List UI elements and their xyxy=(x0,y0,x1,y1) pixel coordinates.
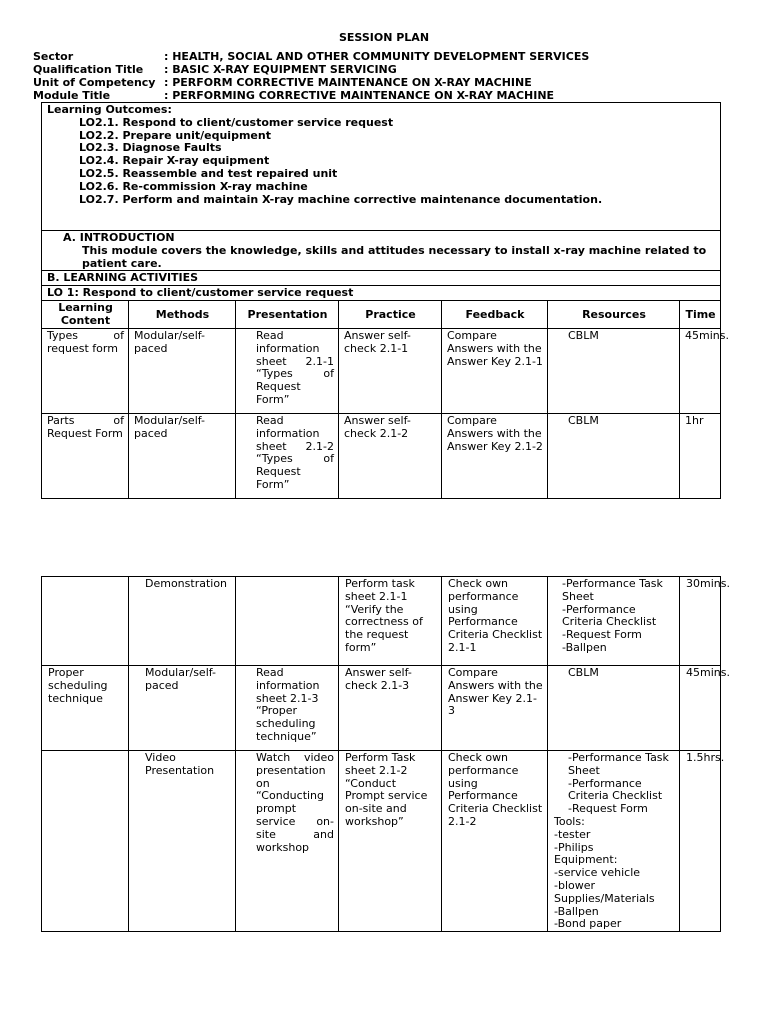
table-row xyxy=(42,413,721,498)
resource-item: -Performance Criteria Checklist xyxy=(562,602,657,629)
methods-cell: Modular/self-paced xyxy=(129,328,236,413)
resources-cell: CBLM xyxy=(548,328,680,413)
content-cell: Proper scheduling technique xyxy=(42,666,129,751)
content-cell: Parts of Request Form xyxy=(42,413,129,498)
header-key: Unit of Competency xyxy=(33,76,156,89)
lo1-heading: LO 1: Respond to client/customer service request xyxy=(42,286,721,301)
column-header-row xyxy=(42,301,721,329)
session-plan-table-continued xyxy=(41,576,730,932)
column-header: Methods xyxy=(129,301,236,329)
header-module xyxy=(33,89,554,102)
resource-item: -Ballpen xyxy=(562,640,607,654)
feedback-cell: Check own performance using Performance Criteria Checklist 2.1-2 xyxy=(442,751,548,932)
header-sector xyxy=(33,50,589,63)
presentation-cell: Read information sheet 2.1-1 “Types of Request Form” xyxy=(236,328,339,413)
methods-cell: Modular/self-paced xyxy=(129,666,236,751)
resource-item: -Ballpen xyxy=(554,904,599,918)
presentation-cell xyxy=(236,577,339,666)
resource-item: -service vehicle xyxy=(554,866,641,880)
time-cell: 45mins. xyxy=(680,666,721,751)
time-cell: 1.5hrs. xyxy=(680,751,721,932)
practice-cell: Perform Task sheet 2.1-2 “Conduct Prompt service on-site and workshop” xyxy=(339,751,442,932)
content-cell: Types of request form xyxy=(42,328,129,413)
feedback-cell: Compare Answers with the Answer Key 2.1-3 xyxy=(442,666,548,751)
resource-item: Tools: xyxy=(554,814,585,828)
column-header: Time xyxy=(680,301,721,329)
resource-item: -Philips xyxy=(554,840,594,854)
presentation-cell: Read information sheet 2.1-2 “Types of Request Form” xyxy=(236,413,339,498)
learning-outcomes-heading: Learning Outcomes: xyxy=(47,103,172,116)
presentation-cell: Watch video presentation on “Conducting prompt service on-site and workshop xyxy=(236,751,339,932)
methods-cell: Demonstration xyxy=(129,577,236,666)
list-item: LO2.2. Prepare unit/equipment xyxy=(79,128,271,142)
methods-cell: Video Presentation xyxy=(129,751,236,932)
header-value: : PERFORMING CORRECTIVE MAINTENANCE ON X-RAY MACHINE xyxy=(164,89,555,102)
column-header: Presentation xyxy=(236,301,339,329)
time-cell: 1hr xyxy=(680,413,721,498)
introduction-row xyxy=(42,231,721,271)
learning-outcomes-cell xyxy=(42,103,721,231)
column-header: Feedback xyxy=(442,301,548,329)
practice-cell: Answer self-check 2.1-3 xyxy=(339,666,442,751)
introduction-cell xyxy=(42,231,721,271)
time-cell: 45mins. xyxy=(680,328,721,413)
feedback-cell: Compare Answers with the Answer Key 2.1-1 xyxy=(442,328,548,413)
resource-item: -blower xyxy=(554,878,596,892)
practice-cell: Answer self-check 2.1-1 xyxy=(339,328,442,413)
table-row xyxy=(42,666,721,751)
resource-item: -Performance Task Sheet xyxy=(562,577,663,603)
introduction-heading: A. INTRODUCTION xyxy=(63,231,175,244)
resource-item: Supplies/Materials xyxy=(554,891,655,905)
page-title: SESSION PLAN xyxy=(338,31,430,44)
column-header: Practice xyxy=(339,301,442,329)
practice-cell: Answer self-check 2.1-2 xyxy=(339,413,442,498)
header-qualification xyxy=(33,63,397,76)
learning-activities-heading: B. LEARNING ACTIVITIES xyxy=(42,271,721,286)
list-item: LO2.5. Reassemble and test repaired unit xyxy=(79,166,338,180)
session-plan-table xyxy=(41,102,729,499)
learning-outcomes-row xyxy=(42,103,721,231)
methods-cell: Modular/self-paced xyxy=(129,413,236,498)
header-key: Module Title xyxy=(33,89,111,102)
feedback-cell: Compare Answers with the Answer Key 2.1-2 xyxy=(442,413,548,498)
list-item: LO2.7. Perform and maintain X-ray machine corrective maintenance documentation. xyxy=(79,192,603,206)
presentation-cell: Read information sheet 2.1-3 “Proper scheduling technique” xyxy=(236,666,339,751)
time-cell: 30mins. xyxy=(680,577,721,666)
list-item: LO2.1. Respond to client/customer service request xyxy=(79,115,394,129)
column-header: Resources xyxy=(548,301,680,329)
resource-item: -tester xyxy=(554,827,591,841)
list-item: LO2.4. Repair X-ray equipment xyxy=(79,154,270,168)
table-row xyxy=(42,751,721,932)
resources-cell: CBLM xyxy=(548,666,680,751)
resource-item: -Performance Criteria Checklist xyxy=(568,776,663,803)
resources-cell xyxy=(548,751,680,932)
list-item: LO2.6. Re-commission X-ray machine xyxy=(79,179,308,193)
resource-item: -Bond paper xyxy=(554,917,622,931)
resource-item: -Request Form xyxy=(562,628,642,642)
resources-cell: CBLM xyxy=(548,413,680,498)
practice-cell: Perform task sheet 2.1-1 “Verify the correctness of the request form” xyxy=(339,577,442,666)
header-value: : HEALTH, SOCIAL AND OTHER COMMUNITY DEVELOPMENT SERVICES xyxy=(164,50,590,63)
learning-outcomes-list xyxy=(47,117,716,207)
table-row xyxy=(42,328,721,413)
resource-item: -Request Form xyxy=(568,802,648,816)
header-key: Qualification Title xyxy=(33,63,144,76)
list-item: LO2.3. Diagnose Faults xyxy=(79,141,222,155)
header-value: : BASIC X-RAY EQUIPMENT SERVICING xyxy=(164,63,397,76)
content-cell xyxy=(42,577,129,666)
introduction-body: This module covers the knowledge, skills and attitudes necessary to install x-ray machine related to patient care. xyxy=(82,243,707,270)
resource-item: Equipment: xyxy=(554,853,618,867)
table-row xyxy=(42,577,721,666)
content-cell xyxy=(42,751,129,932)
header-key: Sector xyxy=(33,50,74,63)
feedback-cell: Check own performance using Performance Criteria Checklist 2.1-1 xyxy=(442,577,548,666)
header-unit xyxy=(33,76,532,89)
resource-item: -Performance Task Sheet xyxy=(568,751,669,777)
resources-cell xyxy=(548,577,680,666)
header-value: : PERFORM CORRECTIVE MAINTENANCE ON X-RAY MACHINE xyxy=(164,76,532,89)
column-header: Learning Content xyxy=(42,301,129,329)
